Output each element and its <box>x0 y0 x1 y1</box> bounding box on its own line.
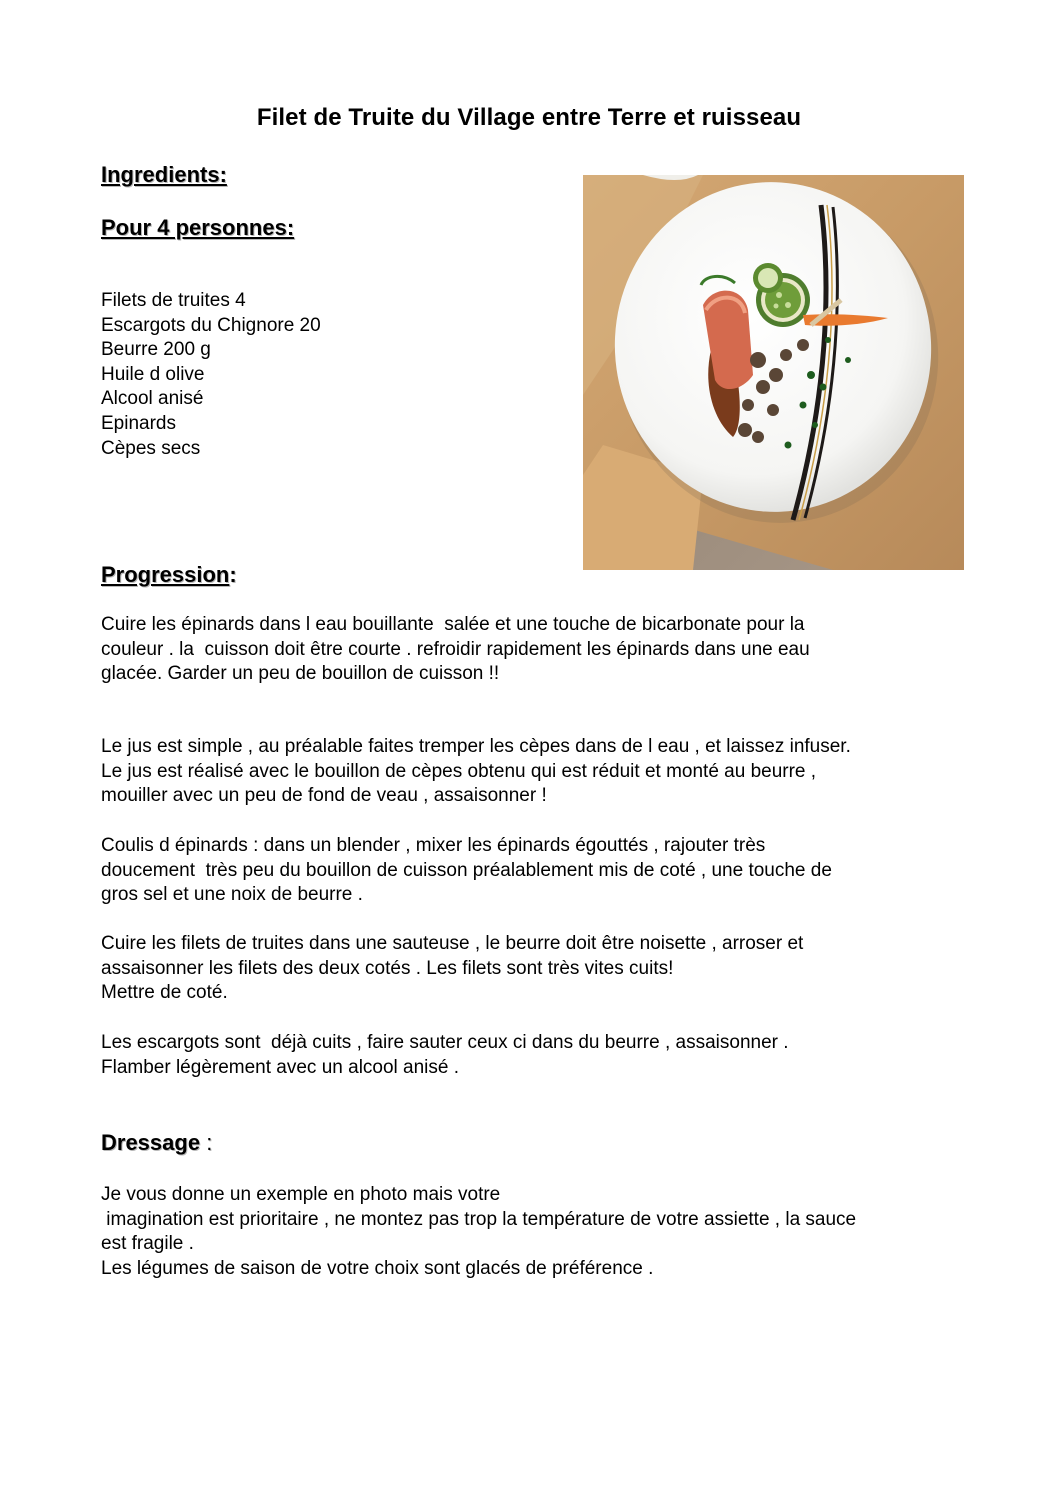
paragraph-line: Les escargots sont déjà cuits , faire sauter ceux ci dans du beurre , assaisonner . <box>101 1032 789 1053</box>
recipe-title: Filet de Truite du Village entre Terre et ruisseau <box>256 104 802 131</box>
ingredient-item: Filets de truites 4 <box>101 290 246 311</box>
ingredient-item: Epinards <box>101 412 176 434</box>
paragraph-line: gros sel et une noix de beurre . <box>101 884 363 906</box>
paragraph-line: couleur . la cuisson doit être courte . refroidir rapidement les épinards dans une eau <box>101 638 810 660</box>
dressage-heading <box>101 1130 212 1156</box>
paragraph-line: mouiller avec un peu de fond de veau , assaisonner ! <box>101 785 547 807</box>
ingredient-item: Alcool anisé <box>101 388 204 410</box>
plated-trout-illustration <box>583 175 964 570</box>
progression-heading-text: Progression <box>101 562 230 587</box>
paragraph-line: Les légumes de saison de votre choix sont glacés de préférence . <box>101 1257 654 1279</box>
step-spinach <box>101 613 951 687</box>
step-trout <box>101 932 951 1006</box>
ingredient-item: Beurre 200 g <box>101 339 211 361</box>
step-jus <box>101 735 951 809</box>
servings-heading <box>101 215 294 241</box>
progression-heading <box>101 562 237 588</box>
ingredients-heading <box>101 162 227 188</box>
dressage-heading-text: Dressage <box>101 1130 201 1155</box>
dressage-text <box>101 1183 951 1281</box>
progression-heading-colon: : <box>229 562 237 587</box>
ingredient-item: Cèpes secs <box>101 437 201 459</box>
dressage-heading-colon: : <box>200 1130 213 1155</box>
step-snails <box>101 1031 951 1080</box>
paragraph-line: Flamber légèrement avec un alcool anisé . <box>101 1056 460 1078</box>
step-coulis <box>101 834 951 908</box>
paragraph-line: Le jus est simple , au préalable faites tremper les cèpes dans de l eau , et laissez infuser. <box>101 736 851 757</box>
servings-heading-text: Pour 4 personnes: <box>101 215 295 240</box>
paragraph-line: assaisonner les filets des deux cotés . Les filets sont très vites cuits! <box>101 957 674 979</box>
dish-photo <box>583 175 964 570</box>
ingredients-list <box>101 289 321 461</box>
paragraph-line: Cuire les épinards dans l eau bouillante salée et une touche de bicarbonate pour la <box>101 614 805 635</box>
paragraph-line: est fragile . <box>101 1233 194 1255</box>
paragraph-line: Cuire les filets de truites dans une sauteuse , le beurre doit être noisette , arroser et <box>101 933 804 954</box>
paragraph-line: Je vous donne un exemple en photo mais votre <box>101 1184 501 1205</box>
paragraph-line: imagination est prioritaire , ne montez pas trop la température de votre assiette , la sauce <box>101 1208 857 1230</box>
paragraph-line: doucement très peu du bouillon de cuisson préalablement mis de coté , une touche de <box>101 859 832 881</box>
paragraph-line: Le jus est réalisé avec le bouillon de cèpes obtenu qui est réduit et monté au beurre , <box>101 760 817 782</box>
ingredients-heading-text: Ingredients: <box>101 162 227 187</box>
paragraph-line: Mettre de coté. <box>101 982 228 1004</box>
paragraph-line: Coulis d épinards : dans un blender , mixer les épinards égouttés , rajouter très <box>101 835 766 856</box>
ingredient-item: Huile d olive <box>101 363 205 385</box>
paragraph-line: glacée. Garder un peu de bouillon de cuisson !! <box>101 663 500 685</box>
ingredient-item: Escargots du Chignore 20 <box>101 314 321 336</box>
